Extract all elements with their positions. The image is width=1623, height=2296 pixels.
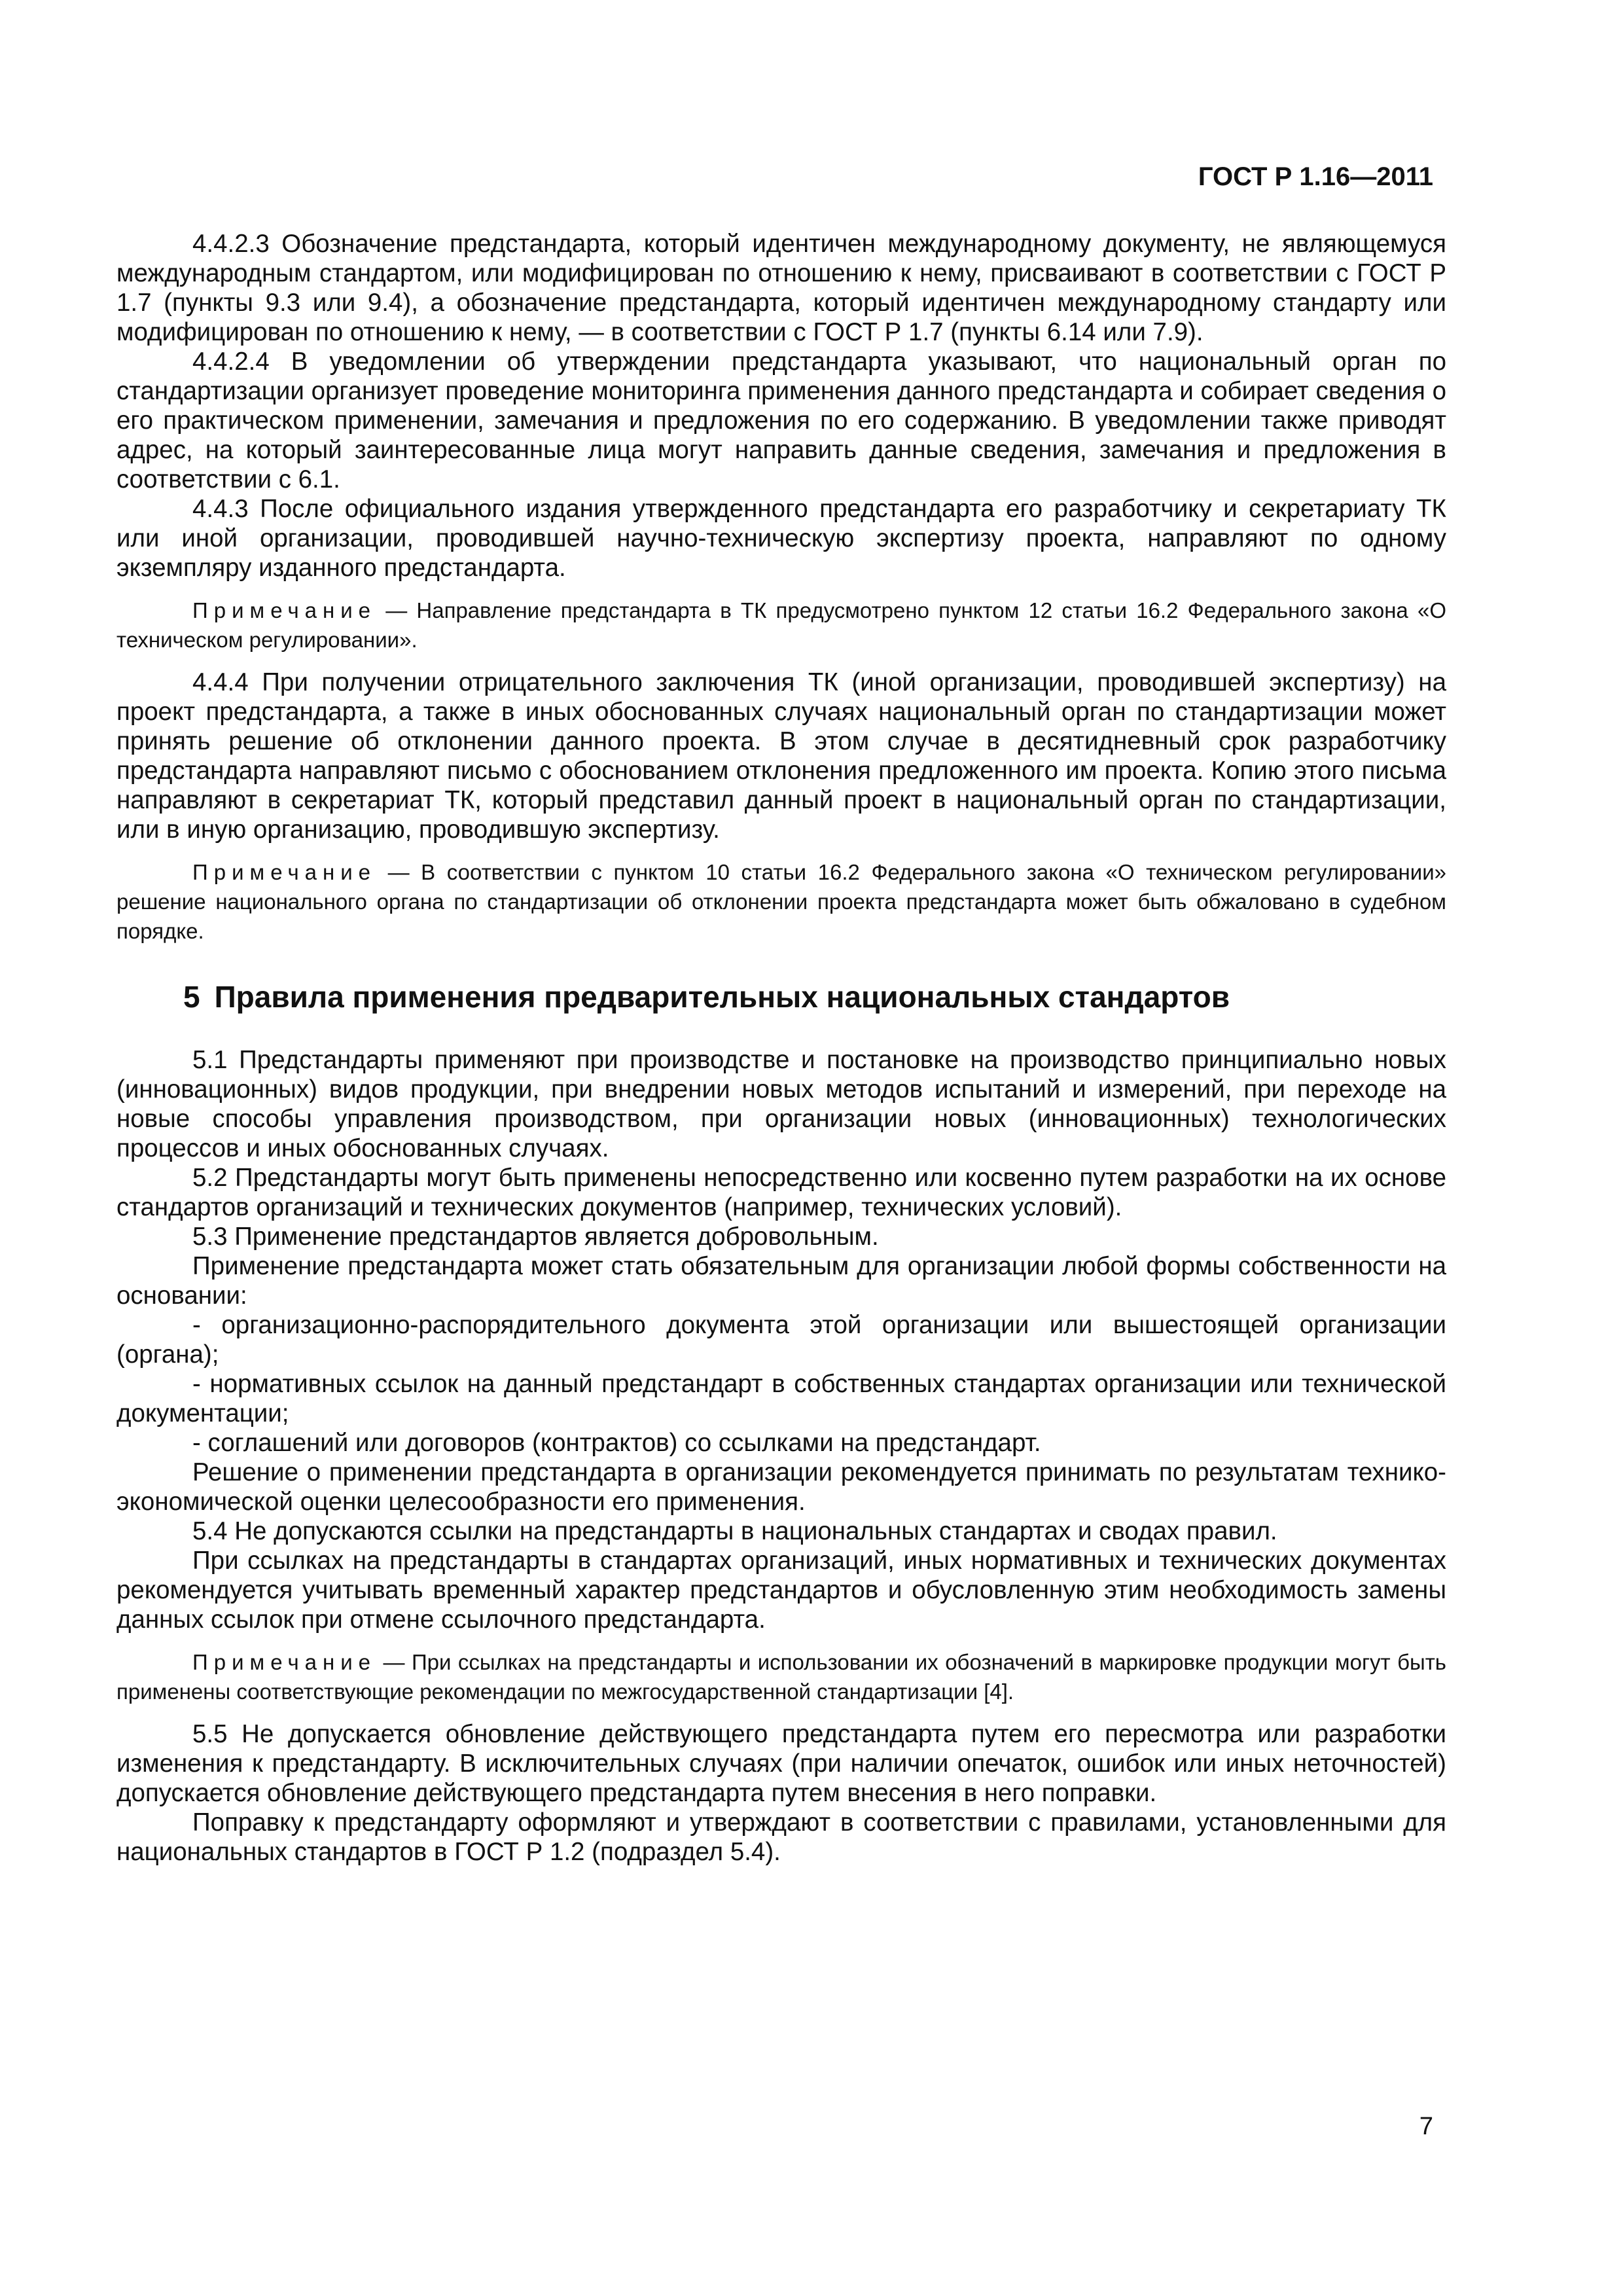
paragraph-4-4-3: 4.4.3 После официального издания утвержденного предстандарта его разработчику и секретариату ТК или иной организации, проводившей научно-техническую экспертизу проекта, направляют по одному экземпляру изданного предстандарта.	[116, 495, 1446, 582]
paragraph-5-3: 5.3 Применение предстандартов является добровольным.	[192, 1223, 879, 1251]
paragraph-5-4: 5.4 Не допускаются ссылки на предстандарты в национальных стандартах и сводах правил.	[192, 1517, 1277, 1545]
paragraph-4-4-2-4: 4.4.2.4 В уведомлении об утверждении предстандарта указывают, что национальный орган по стандартизации организует проведение мониторинга применения данного предстандарта и собирает сведения о его практическом применении, замечания и предложения по его содержанию. В уведомлении также приводят адрес, на который заинтересованные лица могут направить данные сведения, замечания и предложения в соответствии с 6.1.	[116, 348, 1446, 493]
note-3	[116, 1647, 1446, 1706]
document-code-header: ГОСТ Р 1.16—2011	[1198, 162, 1433, 191]
paragraph-5-5-amendment: Поправку к предстандарту оформляют и утверждают в соответствии с правилами, установленными для национальных стандартов в ГОСТ Р 1.2 (подраздел 5.4).	[116, 1808, 1446, 1866]
list-item-order-document: - организационно-распорядительного документа этой организации или вышестоящей организации (органа);	[116, 1311, 1446, 1369]
paragraph-5-5: 5.5 Не допускается обновление действующего предстандарта путем его пересмотра или разработки изменения к предстандарту. В исключительных случаях (при наличии опечаток, ошибок или иных неточностей) допускается обновление действующего предстандарта путем внесения в него поправки.	[116, 1720, 1446, 1807]
section-5-number: 5	[183, 980, 200, 1014]
paragraph-5-3-obligatory: Применение предстандарта может стать обязательным для организации любой формы собственности на основании:	[116, 1252, 1446, 1310]
paragraph-4-4-4: 4.4.4 При получении отрицательного заключения ТК (иной организации, проводившей экспертизу) на проект предстандарта, а также в иных обоснованных случаях национальный орган по стандартизации может принять решение об отклонении данного проекта. В этом случае в десятидневный срок разработчику предстандарта направляют письмо с обоснованием отклонения предложенного им проекта. Копию этого письма направляют в секретариат ТК, который представил данный проект в национальный орган по стандартизации, или в иную организацию, проводившую экспертизу.	[116, 668, 1446, 844]
note-3-text: — При ссылках на предстандарты и использовании их обозначений в маркировке продукции могут быть применены соответствующие рекомендации по межгосударственной стандартизации [4].	[116, 1650, 1446, 1704]
paragraph-5-1: 5.1 Предстандарты применяют при производстве и постановке на производство принципиально новых (инновационных) видов продукции, при внедрении новых методов испытаний и измерений, при переходе на новые способы управления производством, при организации новых (инновационных) технологических процессов и иных обоснованных случаях.	[116, 1046, 1446, 1162]
note-2	[116, 857, 1446, 946]
list-item-normative-references: - нормативных ссылок на данный предстандарт в собственных стандартах организации или технической документации;	[116, 1370, 1446, 1427]
section-5-title: Правила применения предварительных национальных стандартов	[214, 980, 1230, 1014]
page-number: 7	[1419, 2113, 1433, 2140]
paragraph-5-3-decision: Решение о применении предстандарта в организации рекомендуется принимать по результатам технико-экономической оценки целесообразности его применения.	[116, 1458, 1446, 1516]
note-2-text: — В соответствии с пунктом 10 статьи 16.2 Федерального закона «О техническом регулировании» решение национального органа по стандартизации об отклонении проекта предстандарта может быть обжаловано в судебном порядке.	[116, 860, 1446, 943]
paragraph-4-4-2-3: 4.4.2.3 Обозначение предстандарта, который идентичен международному документу, не являющемуся международным стандартом, или модифицирован по отношению к нему, присваивают в соответствии с ГОСТ Р 1.7 (пункты 9.3 или 9.4), а обозначение предстандарта, который идентичен международному стандарту или модифицирован по отношению к нему, — в соответствии с ГОСТ Р 1.7 (пункты 6.14 или 7.9).	[116, 230, 1446, 346]
note-1-text: — Направление предстандарта в ТК предусмотрено пунктом 12 статьи 16.2 Федерального закона «О техническом регулировании».	[116, 598, 1446, 652]
note-1	[116, 596, 1446, 655]
paragraph-5-2: 5.2 Предстандарты могут быть применены непосредственно или косвенно путем разработки на их основе стандартов организаций и технических документов (например, технических условий).	[116, 1164, 1446, 1221]
paragraph-5-4-references: При ссылках на предстандарты в стандартах организаций, иных нормативных и технических документах рекомендуется учитывать временный характер предстандартов и обусловленную этим необходимость замены данных ссылок при отмене ссылочного предстандарта.	[116, 1547, 1446, 1634]
note-1-label: Примечание	[192, 598, 377, 622]
list-item-agreements: - соглашений или договоров (контрактов) со ссылками на предстандарт.	[192, 1429, 1041, 1457]
note-2-label: Примечание	[192, 860, 377, 884]
section-5-heading	[116, 978, 1446, 1015]
note-3-label: Примечание	[192, 1650, 377, 1674]
page-content	[116, 229, 1446, 1867]
